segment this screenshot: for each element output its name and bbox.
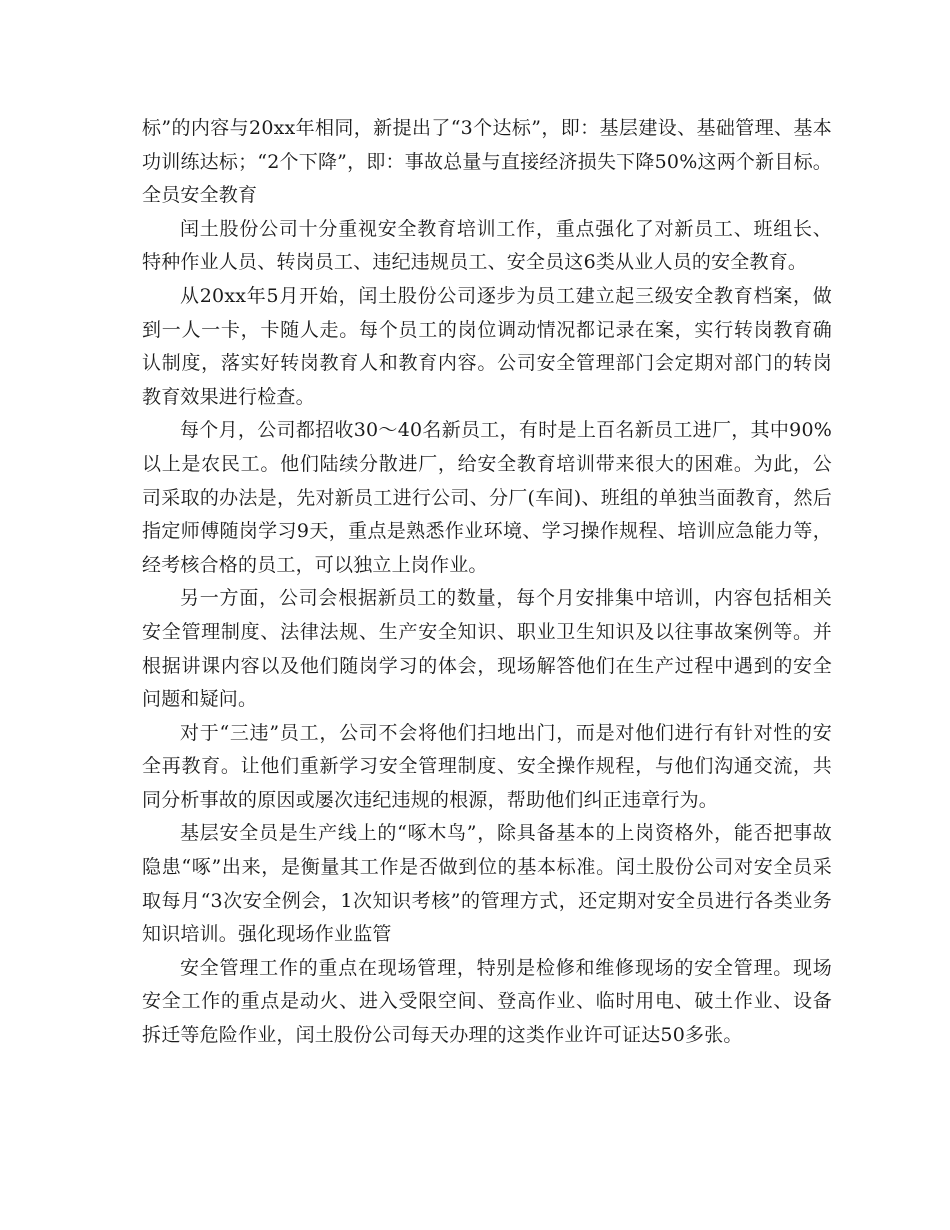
paragraph-site-management: 安全管理工作的重点在现场管理，特别是检修和维修现场的安全管理。现场安全工作的重点是动火、进入受限空间、登高作业、临时用电、破土作业、设备拆迁等危险作业，闰土股份公司每天办理的这类作业许可证达50多张。 xyxy=(142,956,832,1047)
paragraph-new-employees: 每个月，公司都招收30～40名新员工，有时是上百名新员工进厂，其中90%以上是农民工。他们陆续分散进厂，给安全教育培训带来很大的困难。为此，公司采取的办法是，先对新员工进行公司、分厂(车间)、班组的单独当面教育，然后指定师傅随岗学习9天，重点是熟悉作业环境、学习操作规程、培训应急能力等，经考核合格的员工，可以独立上岗作业。 xyxy=(142,419,832,576)
document-body xyxy=(142,112,832,1053)
paragraph-centralized-training: 另一方面，公司会根据新员工的数量，每个月安排集中培训，内容包括相关安全管理制度、法律法规、生产安全知识、职业卫生知识及以往事故案例等。并根据讲课内容以及他们随岗学习的体会，现场解答他们在生产过程中遇到的安全问题和疑问。 xyxy=(142,587,832,711)
paragraph-safety-officers: 基层安全员是生产线上的“啄木鸟”，除具备基本的上岗资格外，能否把事故隐患“啄”出来，是衡量其工作是否做到位的基本标准。闰土股份公司对安全员采取每月“3次安全例会，1次知识考核”的管理方式，还定期对安全员进行各类业务知识培训。强化现场作业监管 xyxy=(142,822,832,946)
paragraph-continuation: 标”的内容与20xx年相同，新提出了“3个达标”，即：基层建设、基础管理、基本功训练达标；“2个下降”，即：事故总量与直接经济损失下降50%这两个新目标。全员安全教育 xyxy=(142,117,832,207)
paragraph-education-records: 从20xx年5月开始，闰土股份公司逐步为员工建立起三级安全教育档案，做到一人一卡，卡随人走。每个员工的岗位调动情况都记录在案，实行转岗教育确认制度，落实好转岗教育人和教育内容。公司安全管理部门会定期对部门的转岗教育效果进行检查。 xyxy=(142,284,832,408)
paragraph-safety-education: 闰土股份公司十分重视安全教育培训工作，重点强化了对新员工、班组长、特种作业人员、转岗员工、违纪违规员工、安全员这6类从业人员的安全教育。 xyxy=(142,217,832,274)
paragraph-violation-reeducation: 对于“三违”员工，公司不会将他们扫地出门，而是对他们进行有针对性的安全再教育。让他们重新学习安全管理制度、安全操作规程，与他们沟通交流，共同分析事故的原因或屡次违纪违规的根源，帮助他们纠正违章行为。 xyxy=(142,721,832,811)
